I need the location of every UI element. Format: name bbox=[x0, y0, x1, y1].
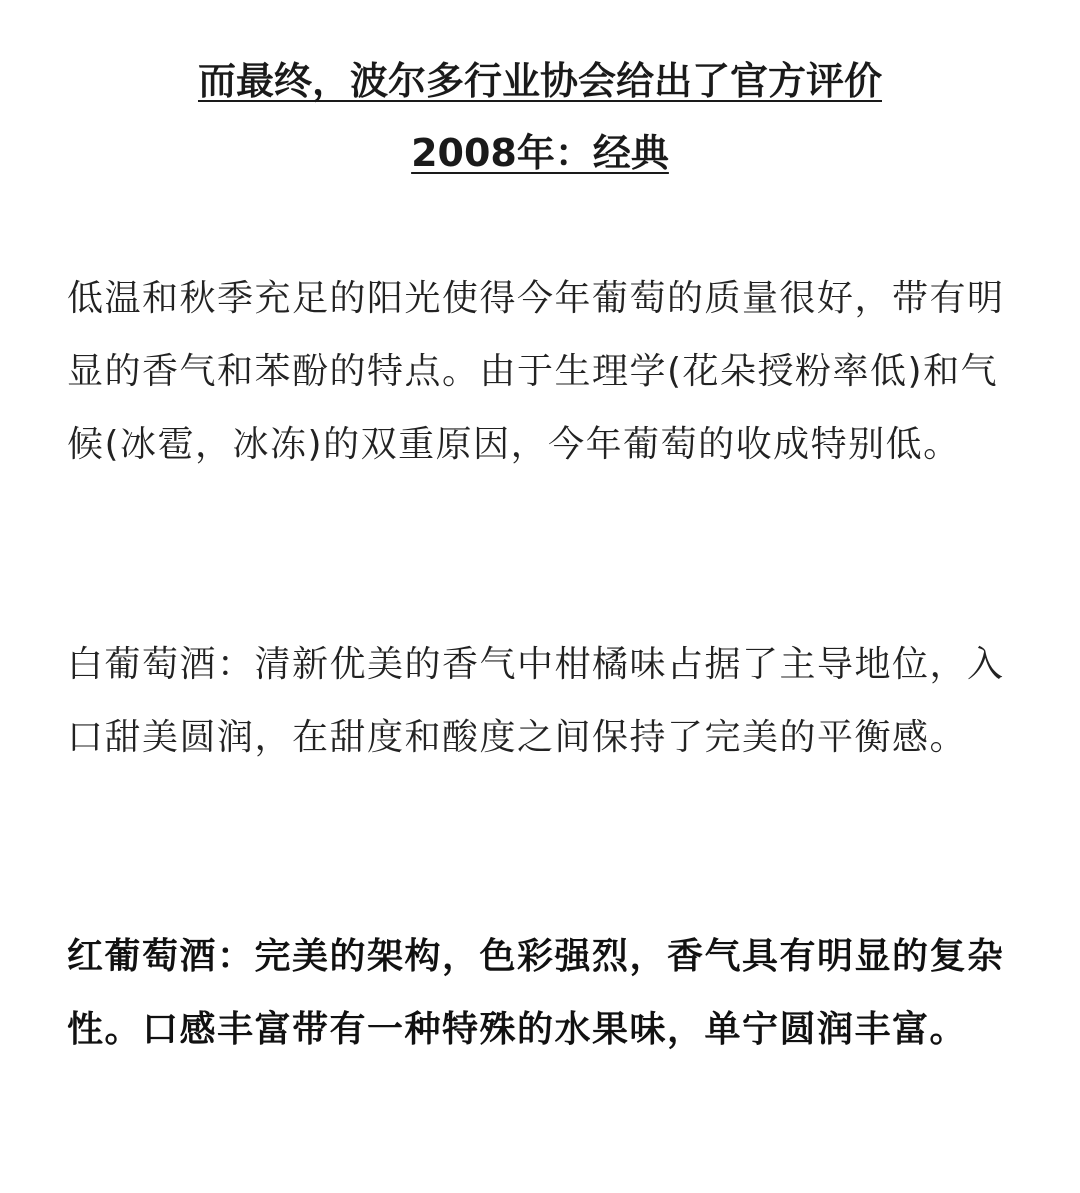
paragraph-white-wine: 白葡萄酒：清新优美的香气中柑橘味占据了主导地位，入口甜美圆润，在甜度和酸度之间保持了完美的平衡感。 bbox=[67, 644, 1005, 758]
heading-vintage-2008: 2008年：经典 bbox=[411, 131, 669, 175]
paragraph-red-wine: 红葡萄酒：完美的架构，色彩强烈，香气具有明显的复杂性。口感丰富带有一种特殊的水果味，单宁圆润丰富。 bbox=[67, 936, 1005, 1050]
paragraph-growing-conditions: 低温和秋季充足的阳光使得今年葡萄的质量很好，带有明显的香气和苯酚的特点。由于生理学(花朵授粉率低)和气候(冰雹，冰冻)的双重原因，今年葡萄的收成特别低。 bbox=[67, 278, 1005, 465]
heading-official-evaluation: 而最终，波尔多行业协会给出了官方评价 bbox=[197, 59, 882, 103]
